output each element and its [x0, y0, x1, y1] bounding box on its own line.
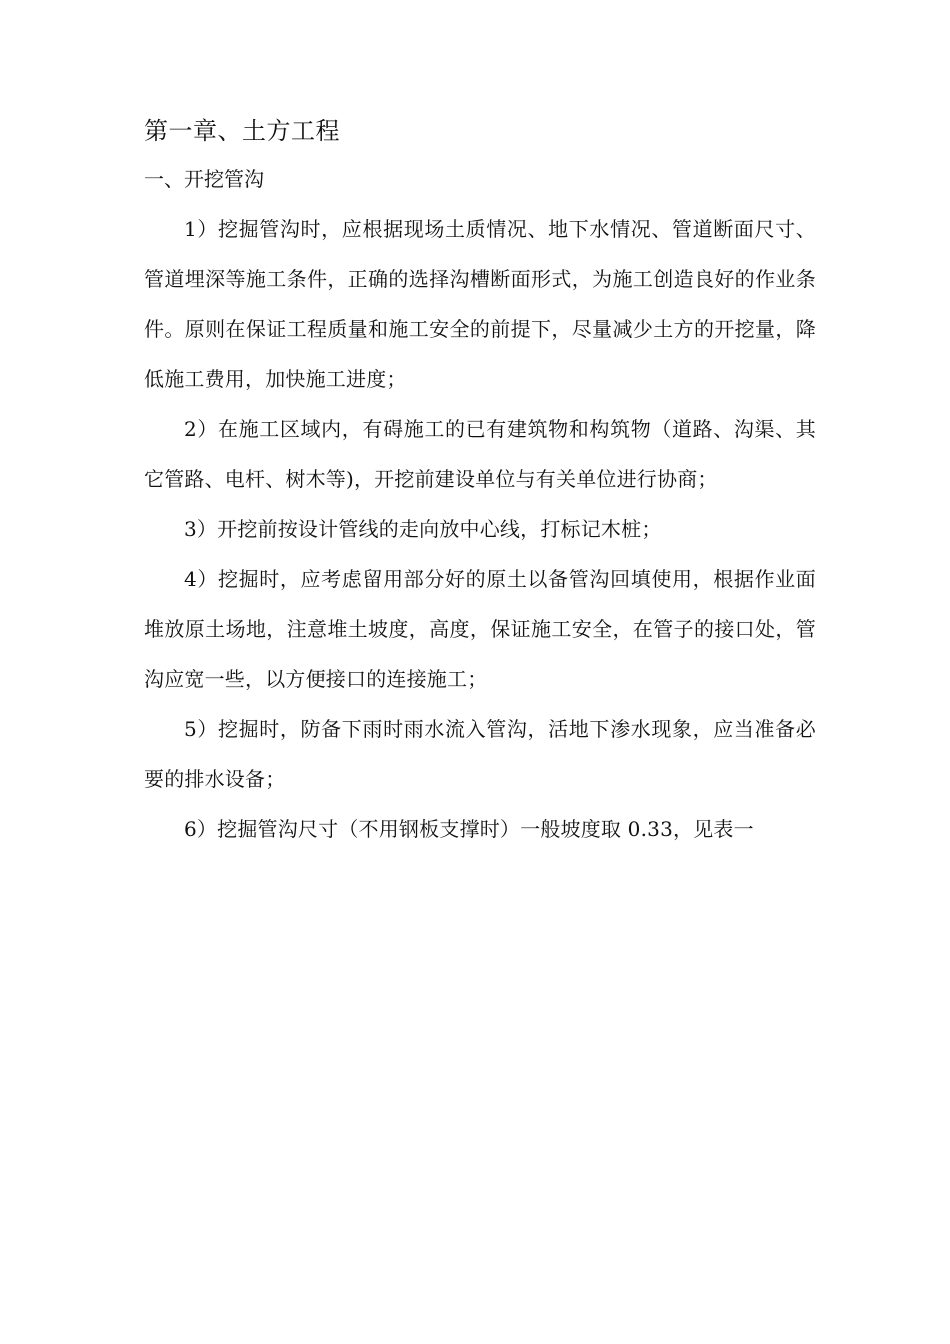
section-title: 一、开挖管沟 — [144, 167, 264, 191]
paragraph-5: 5）挖掘时，防备下雨时雨水流入管沟，活地下渗水现象，应当准备必要的排水设备； — [144, 717, 816, 791]
chapter-title: 第一章、土方工程 — [144, 117, 340, 145]
paragraph-2: 2）在施工区域内，有碍施工的已有建筑物和构筑物（道路、沟渠、其它管路、电杆、树木等)，开挖前建设单位与有关单位进行协商； — [144, 417, 816, 491]
document-body — [144, 108, 816, 854]
paragraph-6: 6）挖掘管沟尺寸（不用钢板支撑时）一般坡度取 0.33，见表一 — [184, 817, 754, 841]
paragraph-4: 4）挖掘时，应考虑留用部分好的原土以备管沟回填使用，根据作业面堆放原土场地，注意堆土坡度，高度，保证施工安全，在管子的接口处，管沟应宽一些，以方便接口的连接施工； — [144, 567, 816, 691]
paragraph-3: 3）开挖前按设计管线的走向放中心线，打标记木桩； — [184, 517, 662, 541]
paragraph-1: 1）挖掘管沟时，应根据现场土质情况、地下水情况、管道断面尺寸、管道埋深等施工条件，正确的选择沟槽断面形式，为施工创造良好的作业条件。原则在保证工程质量和施工安全的前提下，尽量减少土方的开挖量，降低施工费用，加快施工进度； — [144, 217, 816, 391]
